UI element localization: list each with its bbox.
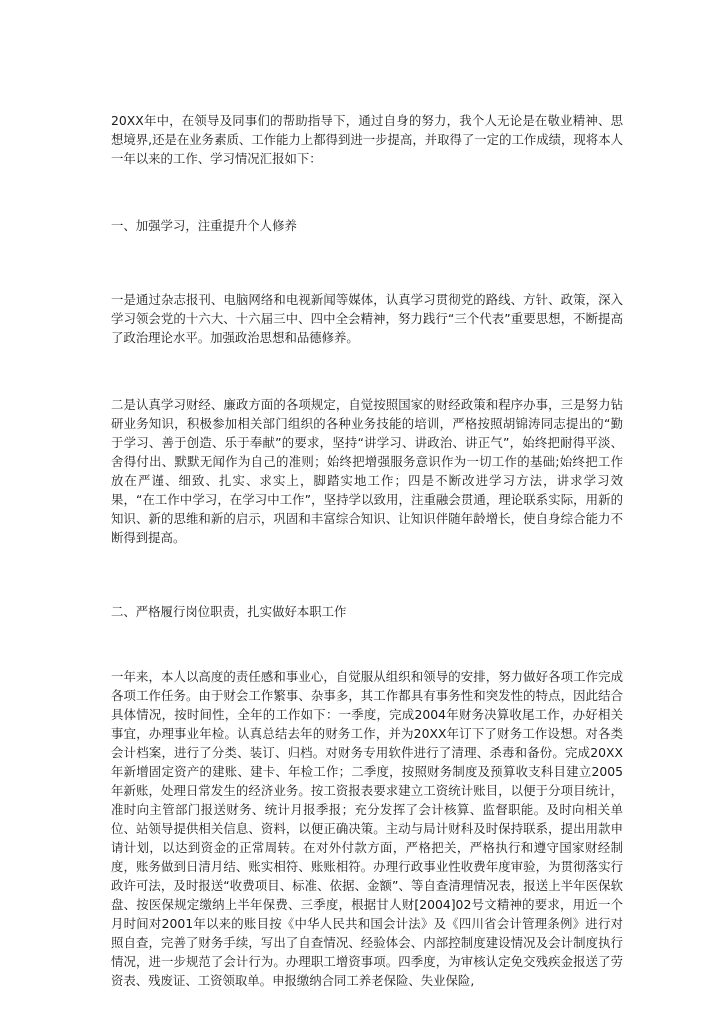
section-1-paragraph-1: 一是通过杂志报刊、电脑网络和电视新闻等媒体，认真学习贯彻党的路线、方针、政策，深入学习领会党的十六大、十六届三中、四中全会精神，努力践行“三个代表”重要思想，不断提高了政治理论水平。加强政治思想和品德修养。 — [111, 292, 623, 345]
section-2-paragraph-1: 一年来，本人以高度的责任感和事业心，自觉服从组织和领导的安排，努力做好各项工作完成各项工作任务。由于财会工作繁事、杂事多，其工作都具有事务性和突发性的特点，因此结合具体情况，按时间性，全年的工作如下：一季度，完成2004年财务决算收尾工作，办好相关事宜，办理事业年检。认真总结去年的财务工作，并为20XX年订下了财务工作设想。对各类会计档案，进行了分类、装订、归档。对财务专用软件进行了清理、杀毒和备份。完成20XX年新增固定资产的建账、建卡、年检工作；二季度，按照财务制度及预算收支科目建立2005年新账，处理日常发生的经济业务。按工资报表要求建立工资统计账目，以便于分项目统计，准时向主管部门报送财务、统计月报季报；充分发挥了会计核算、监督职能。及时向相关单位、站领导提供相关信息、资料，以便正确决策。主动与局计财科及时保持联系，提出用款申请计划，以达到资金的正常周转。在对外付款方面，严格把关，严格执行和遵守国家财经制度，账务做到日清月结、账实相符、账账相符。办理行政事业性收费年度审验，为贯彻落实行政许可法，及时报送“收费项目、标准、依据、金额”、等自查清理情况表，报送上半年医保软盘、按医保规定缴纳上半年保费、三季度，根据甘人财[2004]02号文精神的要求，用近一个月时间对2001年以来的账目按《中华人民共和国会计法》及《四川省会计管理条例》进行对照自查，完善了财务手续，写出了自查情况、经验体会、内部控制度建设情况及会计制度执行情况，进一步规范了会计行为。办理职工增资事项。四季度，为审核认定免交残疾金报送了劳资表、残废证、工资领取单。申报缴纳合同工养老保险、失业保险, — [111, 669, 623, 988]
intro-paragraph: 20XX年中，在领导及同事们的帮助指导下，通过自身的努力，我个人无论是在敬业精神、思想境界,还是在业务素质、工作能力上都得到进一步提高，并取得了一定的工作成绩，现将本人一年以来的工作、学习情况汇报如下： — [111, 113, 623, 166]
section-1-paragraph-2: 二是认真学习财经、廉政方面的各项规定，自觉按照国家的财经政策和程序办事，三是努力钻研业务知识，积极参加相关部门组织的各种业务技能的培训，严格按照胡锦涛同志提出的“勤于学习、善于创造、乐于奉献”的要求，坚持“讲学习、讲政治、讲正气”，始终把耐得平淡、舍得付出、默默无闻作为自己的准则；始终把增强服务意识作为一切工作的基础;始终把工作放在严谨、细致、扎实、求实上，脚踏实地工作；四是不断改进学习方法，讲求学习效果，“在工作中学习，在学习中工作”，坚持学以致用，注重融会贯通，理论联系实际，用新的知识、新的思维和新的启示，巩固和丰富综合知识、让知识伴随年龄增长，使自身综合能力不断得到提高。 — [111, 397, 623, 545]
spacer — [111, 347, 623, 395]
spacer — [111, 235, 623, 290]
document-page — [111, 111, 623, 990]
section-2-heading: 二、严格履行岗位职责，扎实做好本职工作 — [111, 604, 347, 619]
section-1-heading: 一、加强学习，注重提升个人修养 — [111, 218, 297, 233]
spacer — [111, 621, 623, 667]
spacer — [111, 168, 623, 216]
spacer — [111, 547, 623, 602]
